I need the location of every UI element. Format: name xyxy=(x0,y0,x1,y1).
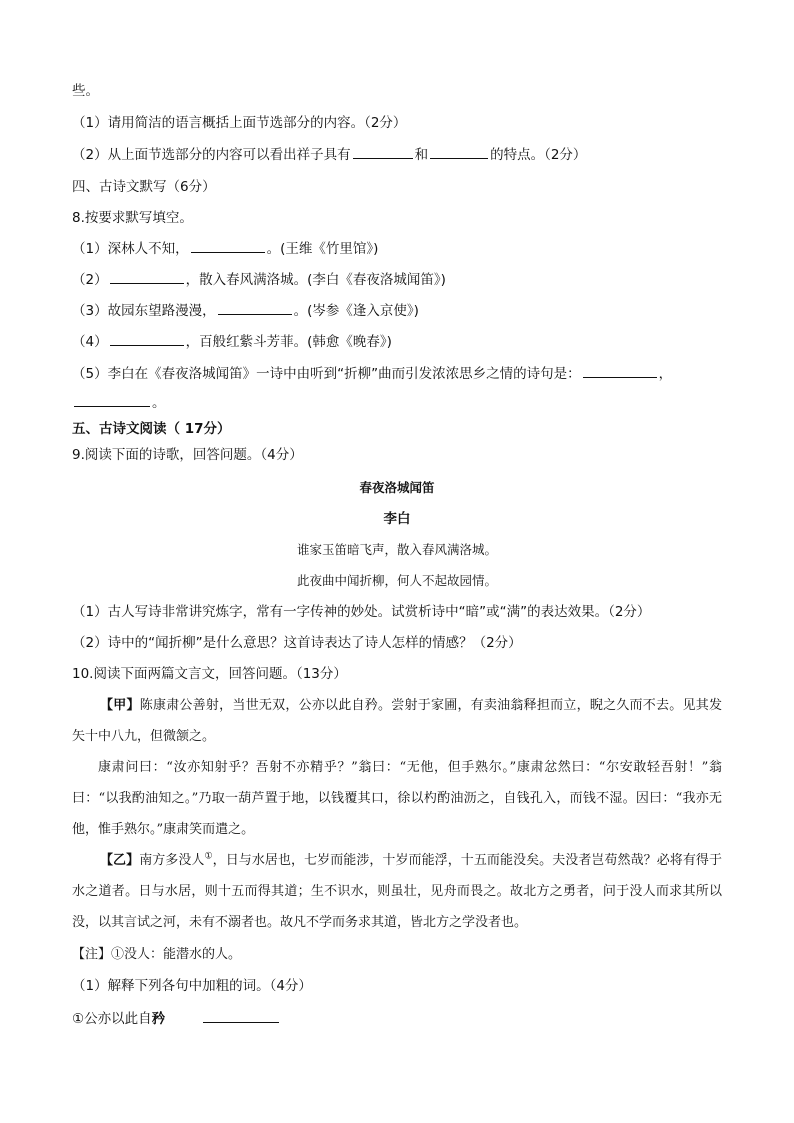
passage-text: ，日与水居也，七岁而能涉，十岁而能浮，十五而能没矣。夫没者岂苟然哉？必将有得于水之道者。日与水居，则十五而得其道；生不识水，则虽壮，见舟而畏之。故北方之勇者，问于没人而求其所以没，以其言试之河，未有不溺者也。故凡不学而务求其道，皆北方之学没者也。 xyxy=(72,853,722,930)
question-text: （2） xyxy=(72,272,108,288)
question-8-1 xyxy=(72,240,378,258)
question-text: 。 xyxy=(152,395,166,411)
question-9-1: （1）古人写诗非常讲究炼字，常有一字传神的妙处。试赏析诗中“暗”或“满”的表达效果。（2分） xyxy=(72,604,651,620)
passage-marker: 【乙】 xyxy=(100,853,140,868)
answer-blank[interactable] xyxy=(110,344,184,346)
answer-blank[interactable] xyxy=(430,157,488,159)
poem-author: 李白 xyxy=(383,511,411,527)
question-text: ，百般红紫斗芳菲。(韩愈《晚春》) xyxy=(185,334,392,350)
question-text: ，散入春风满洛城。(李白《春夜洛城闻笛》) xyxy=(185,272,446,288)
passage-jia-p2: 康肃问曰：“汝亦知射乎？吾射不亦精乎？”翁曰：“无他，但手熟尔。”康肃忿然曰：“尔安敢轻吾射！”翁曰：“以我酌油知之。”乃取一葫芦置于地，以钱覆其口，徐以杓酌油沥之，自钱孔入，而钱不湿。因曰：“我亦无他，惟手熟尔。”康肃笑而遣之。 xyxy=(72,760,722,837)
question-8-4 xyxy=(72,333,392,351)
question-8-5 xyxy=(72,365,672,383)
answer-blank[interactable] xyxy=(353,157,413,159)
poem-title: 春夜洛城闻笛 xyxy=(359,480,435,495)
question-text: （2）从上面节选部分的内容可以看出祥子具有 xyxy=(72,147,351,163)
answer-blank[interactable] xyxy=(583,376,657,378)
question-text: 。(王维《竹里馆》) xyxy=(266,241,379,257)
passage-jia-p1 xyxy=(72,690,722,752)
question-text: （5）李白在《春夜洛城闻笛》一诗中由听到“折柳”曲而引发浓浓思乡之情的诗句是： xyxy=(72,366,581,382)
question-7-1: （1）请用简洁的语言概括上面节选部分的内容。（2分） xyxy=(72,115,407,131)
footnote-ref: ① xyxy=(204,851,213,862)
question-text: （3）故园东望路漫漫， xyxy=(72,303,216,319)
question-text: 的特点。（2分） xyxy=(490,147,587,163)
question-text: （1）深林人不知， xyxy=(72,241,189,257)
answer-blank[interactable] xyxy=(191,251,265,253)
section-4-heading: 四、古诗文默写（6分） xyxy=(72,179,216,195)
question-text: （4） xyxy=(72,334,108,350)
question-10-1: （1）解释下列各句中加粗的词。（4分） xyxy=(72,978,312,994)
question-9-2: （2）诗中的“闻折柳”是什么意思？这首诗表达了诗人怎样的情感？（2分） xyxy=(72,635,522,651)
answer-blank[interactable] xyxy=(203,1021,279,1023)
question-text: 和 xyxy=(414,147,429,163)
question-7-2 xyxy=(72,146,586,164)
question-text: 。(岑参《逢入京使》) xyxy=(293,303,419,319)
section-5-heading: 五、古诗文阅读（ 17分） xyxy=(72,421,231,437)
passage-marker: 【甲】 xyxy=(100,698,140,713)
question-8: 8.按要求默写填空。 xyxy=(72,210,193,226)
footnote: 【注】①没人：能潜水的人。 xyxy=(72,947,242,962)
question-8-3 xyxy=(72,302,419,320)
answer-blank[interactable] xyxy=(74,405,150,407)
question-10: 10.阅读下面两篇文言文，回答问题。（13分） xyxy=(72,666,347,682)
question-8-5-cont xyxy=(72,394,166,412)
question-9: 9.阅读下面的诗歌，回答问题。（4分） xyxy=(72,447,303,463)
question-8-2 xyxy=(72,271,446,289)
passage-text: 陈康肃公善射，当世无双，公亦以此自矜。尝射于家圃，有卖油翁释担而立，睨之久而不去。见其发矢十中八九，但微颔之。 xyxy=(72,698,722,744)
question-text: ①公亦以此自 xyxy=(72,1011,152,1027)
text-line: 些。 xyxy=(72,83,99,99)
question-text: ， xyxy=(658,366,673,382)
passage-text: 南方多没人 xyxy=(139,853,205,868)
question-10-1-item xyxy=(72,1010,281,1028)
answer-blank[interactable] xyxy=(110,282,184,284)
bold-word: 矜 xyxy=(151,1011,166,1027)
passage-yi xyxy=(72,845,722,938)
answer-blank[interactable] xyxy=(218,313,292,315)
poem-line: 谁家玉笛暗飞声，散入春风满洛城。 xyxy=(296,542,497,557)
poem-line: 此夜曲中闻折柳，何人不起故园情。 xyxy=(296,573,497,588)
